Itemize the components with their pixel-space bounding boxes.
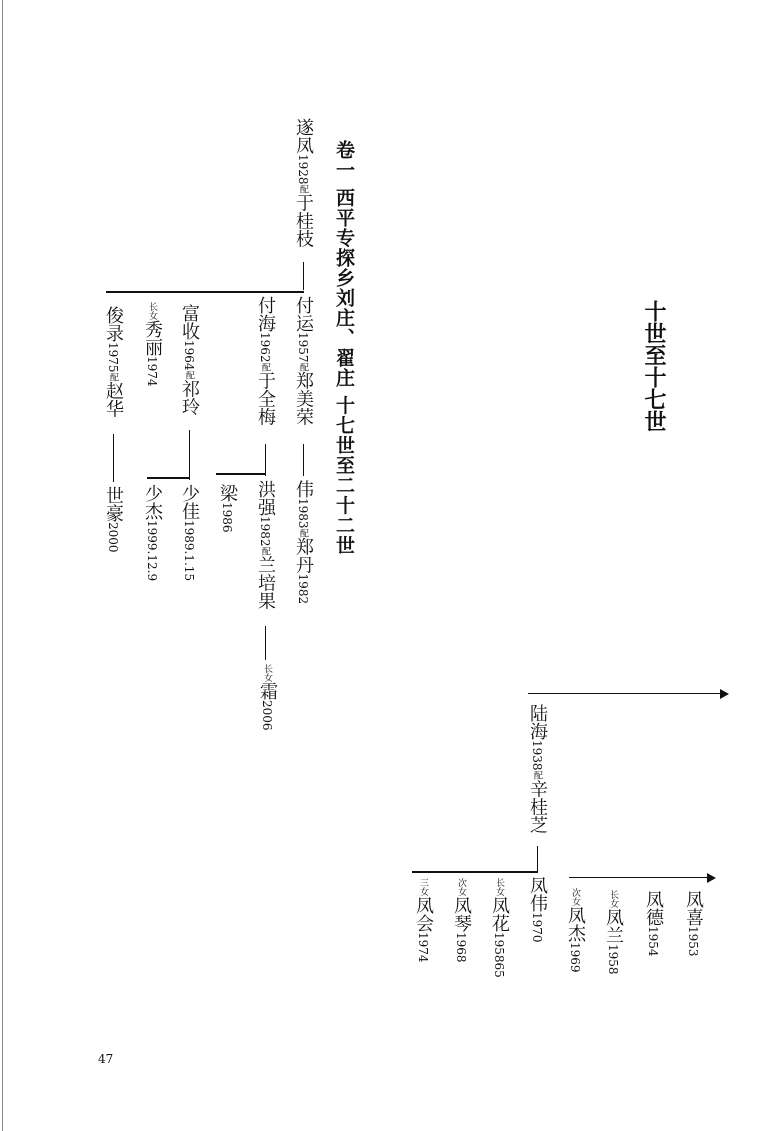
- connector-fuhai: [265, 444, 266, 476]
- person-shaojia: 少佳1989.1.15: [179, 484, 200, 582]
- person-fuhai: 付海1962配于全梅: [255, 296, 276, 426]
- person-xiuli: 长女秀丽1974: [142, 302, 163, 387]
- person-shaojie: 少杰1999.12.9: [142, 484, 163, 582]
- person-fengwei: 凤伟1970: [527, 876, 548, 943]
- person-hongqiang: 洪强1982配兰培果: [255, 480, 276, 610]
- arrow-right-icon: [720, 689, 729, 699]
- connector-luhai: [537, 846, 538, 872]
- arrow-line-top: [528, 693, 720, 694]
- connector-hongqiang: [265, 626, 266, 660]
- person-liang: 梁1986: [217, 484, 238, 533]
- person-shuang: 长女霜2006: [257, 664, 278, 731]
- sibling-bar-fushou: [147, 477, 190, 479]
- person-shihao: 世豪2000: [103, 486, 124, 553]
- sibling-bar-fuhai: [216, 473, 266, 475]
- person-fengjie: 次女凤杰1969: [565, 888, 586, 973]
- connector-fuyun: [303, 444, 304, 476]
- person-junlu: 俊录1975配赵华: [103, 306, 124, 418]
- person-fenghua: 长女凤花195865: [489, 878, 510, 978]
- person-wei: 伟1983配郑丹1982: [293, 480, 314, 605]
- page-number: 47: [98, 1052, 114, 1066]
- volume-title: 卷一 西平专探乡刘庄、翟庄 十七世至二十二世: [333, 140, 355, 556]
- sibling-bar-suifeng: [106, 291, 304, 293]
- sibling-bar-luhai: [412, 871, 538, 873]
- person-fengqin: 次女凤琴1968: [451, 878, 472, 963]
- person-fenghui: 三女凤会1974: [413, 878, 434, 963]
- person-fuyun: 付运1957配郑美荣: [293, 296, 314, 426]
- person-fengde: 凤德1954: [643, 890, 664, 957]
- section-heading: 十世至十七世: [641, 300, 667, 432]
- person-fenglan: 长女凤兰1958: [603, 890, 624, 975]
- person-suifeng: 遂凤1928配于桂枝: [293, 118, 314, 248]
- person-luhai: 陆海1938配辛桂芝: [527, 704, 548, 834]
- person-fengxi: 凤喜1953: [683, 890, 704, 957]
- connector-junlu: [113, 434, 114, 482]
- connector-suifeng: [303, 262, 304, 290]
- connector-fushou: [189, 430, 190, 480]
- arrow-line-bottom: [569, 877, 707, 878]
- page-left-edge: [2, 0, 3, 1131]
- person-fushou: 富收1964配祁玲: [179, 304, 200, 416]
- arrow-right-icon-2: [707, 873, 716, 883]
